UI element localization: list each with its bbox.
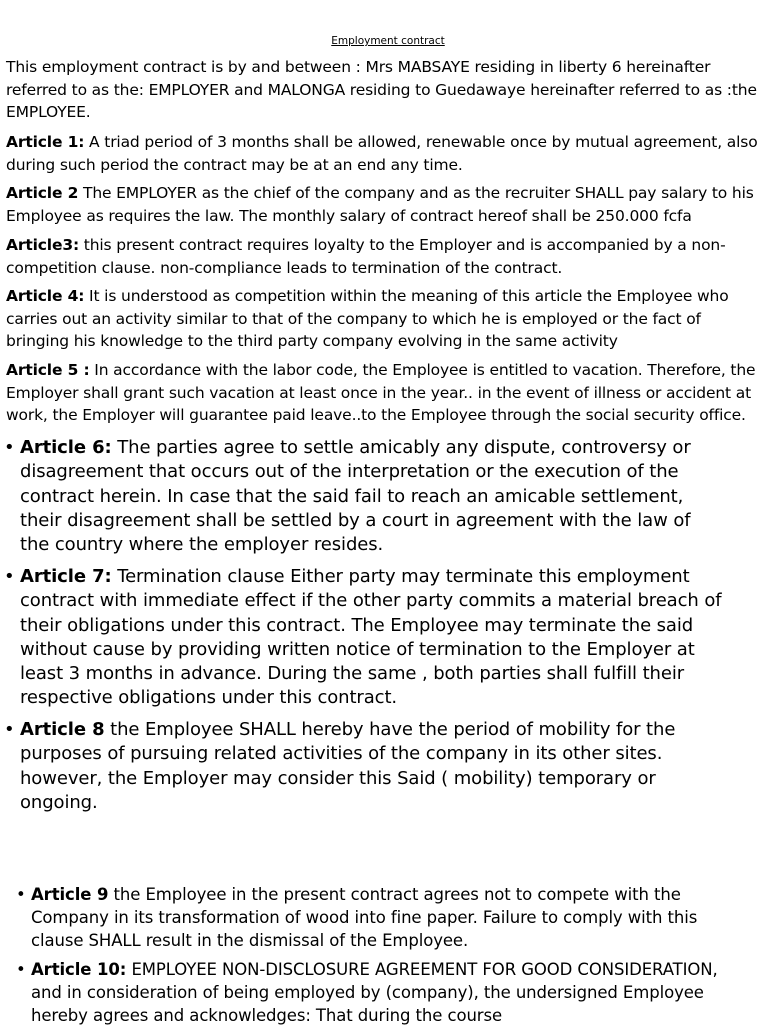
article-7 (4, 565, 726, 711)
bullet-icon: • (16, 885, 26, 904)
article-1 (6, 131, 764, 176)
bullet-icon: • (4, 437, 15, 458)
article-4 (6, 285, 764, 353)
bullet-icon: • (4, 566, 15, 587)
article-label: Article 7: (20, 566, 112, 587)
bullet-icon: • (4, 719, 15, 740)
article-text: A triad period of 3 months shall be allowed, renewable once by mutual agreement, also during such period the contract may be at an end any time. (6, 133, 758, 174)
article-10 (16, 958, 741, 1027)
article-6 (4, 436, 720, 557)
article-text: the Employee in the present contract agrees not to compete with the Company in its transformation of wood into fine paper. Failure to comply with this clause SHALL result in the dismissal of the Employee. (31, 885, 698, 950)
article-text: It is understood as competition within the meaning of this article the Employee who carries out an activity similar to that of the company to which he is employed or the fact of bringing his knowledge to the third party company evolving in the same activity (6, 287, 729, 351)
article-9 (16, 883, 731, 952)
document-title: Employment contract (331, 35, 445, 47)
article-label: Article 8 (20, 719, 105, 740)
article-text: the Employee SHALL hereby have the period of mobility for the purposes of pursuing related activities of the company in its other sites. however, the Employer may consider this Said ( mobility) temporary or ongoing. (20, 719, 676, 813)
article-label: Article 2 (6, 184, 79, 202)
bullet-icon: • (16, 960, 26, 979)
article-3 (6, 234, 764, 279)
article-text: Termination clause Either party may terminate this employment contract with immediate effect if the other party commits a material breach of their obligations under this contract. The Employee may terminate the said without cause by providing written notice of termination to the Employer at least 3 months in advance. During the same , both parties shall fulfill their respective obligations under this contract. (20, 566, 722, 709)
article-label: Article 5 : (6, 361, 90, 379)
article-8 (4, 718, 710, 815)
article-5 (6, 359, 764, 427)
article-label: Article 6: (20, 437, 112, 458)
article-text: The EMPLOYER as the chief of the company and as the recruiter SHALL pay salary to his Employee as requires the law. The monthly salary of contract hereof shall be 250.000 fcfa (6, 184, 754, 225)
article-2 (6, 182, 764, 227)
article-label: Article3: (6, 236, 80, 254)
article-text: The parties agree to settle amicably any dispute, controversy or disagreement that occurs out of the interpretation or the execution of the contract herein. In case that the said fail to reach an amicable settlement, their disagreement shall be settled by a court in agreement with the law of the country where the employer resides. (20, 437, 691, 556)
article-text: this present contract requires loyalty to the Employer and is accompanied by a non-competition clause. non-compliance leads to termination of the contract. (6, 236, 726, 277)
article-label: Article 4: (6, 287, 85, 305)
article-text: In accordance with the labor code, the Employee is entitled to vacation. Therefore, the Employer shall grant such vacation at least once in the year.. in the event of illness or accident at work, the Employer will guarantee paid leave..to the Employee through the social security office. (6, 361, 756, 425)
article-label: Article 1: (6, 133, 85, 151)
intro-paragraph: This employment contract is by and between : Mrs MABSAYE residing in liberty 6 hereinafter referred to as the: EMPLOYER and MALONGA residing to Guedawaye hereinafter referred to as :the EMPLOYEE. (6, 58, 757, 122)
article-label: Article 9 (31, 885, 109, 904)
article-text: EMPLOYEE NON-DISCLOSURE AGREEMENT FOR GOOD CONSIDERATION, and in consideration of being employed by (company), the undersigned Employee hereby agrees and acknowledges: That during the course (31, 960, 718, 1025)
article-label: Article 10: (31, 960, 127, 979)
